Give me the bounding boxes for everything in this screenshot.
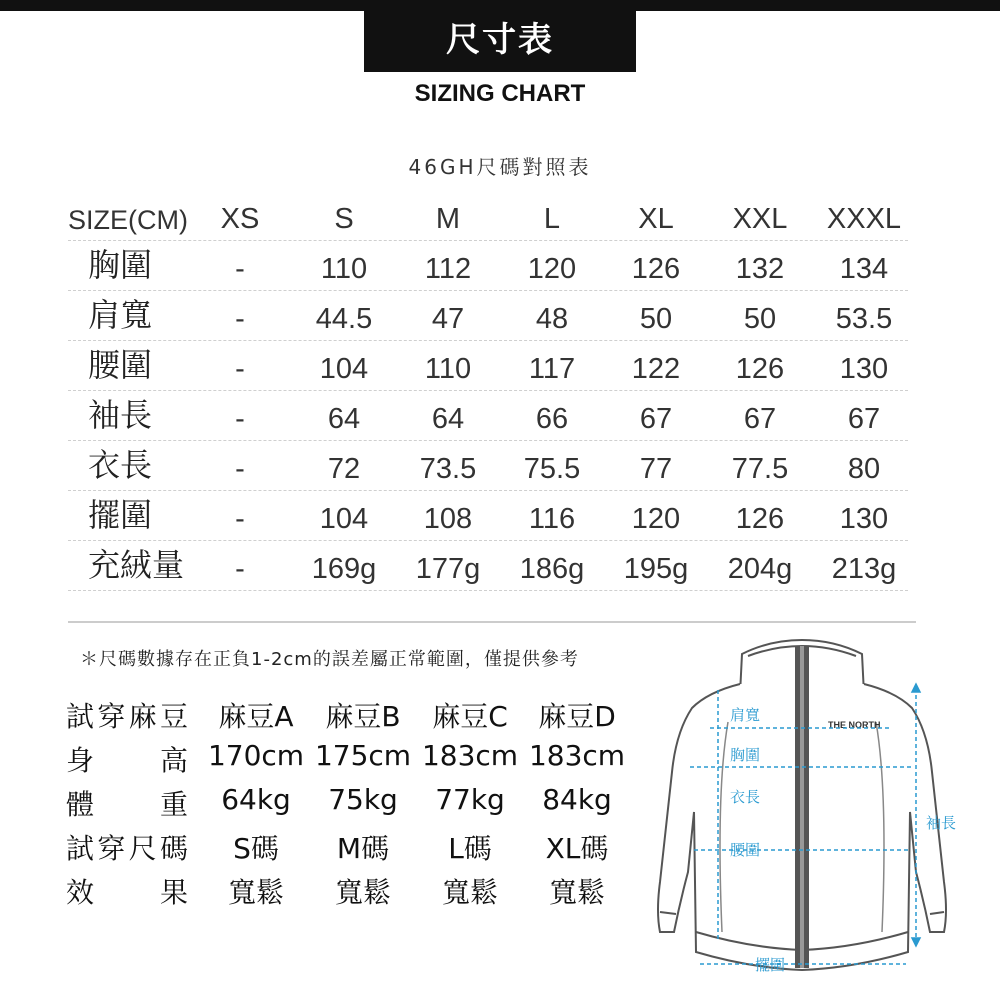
value-cell: - (235, 303, 245, 335)
value-cell: 126 (735, 503, 785, 535)
value-cell: 132 (735, 253, 785, 285)
jacket-illustration-icon (630, 632, 1000, 1000)
value-cell: 50 (639, 303, 673, 335)
value-cell: 66 (535, 403, 569, 435)
value-cell: 67 (743, 403, 777, 435)
diagram-label-chest: 胸圍 (730, 746, 761, 764)
value-cell: 44.5 (315, 303, 373, 335)
row-label: 擺圍 (88, 496, 153, 534)
model-cell: 寬鬆 (227, 876, 284, 909)
model-cell: S碼 (233, 832, 279, 865)
value-cell: - (235, 403, 245, 435)
model-cell: XL碼 (545, 832, 609, 865)
row-label: 胸圍 (88, 246, 153, 284)
value-cell: 53.5 (835, 303, 893, 335)
value-cell: 117 (528, 353, 576, 385)
section-divider (68, 621, 916, 623)
value-cell: 73.5 (419, 453, 477, 485)
size-row-sleeve (68, 391, 908, 441)
value-cell: 130 (839, 503, 889, 535)
diagram-label-length: 衣長 (730, 788, 761, 806)
value-cell: 50 (743, 303, 777, 335)
svg-text:THE NORTH: THE NORTH (828, 720, 881, 730)
model-cell: L碼 (448, 832, 492, 865)
size-table-title: 46GH尺碼對照表 (408, 155, 592, 179)
model-cell: 64kg (221, 783, 291, 816)
row-label: 肩寬 (88, 296, 153, 334)
value-cell: 64 (431, 403, 465, 435)
value-cell: 126 (631, 253, 681, 285)
value-cell: 47 (431, 303, 465, 335)
value-cell: - (235, 253, 245, 285)
size-header-cell: S (334, 203, 354, 235)
model-cell: 75kg (328, 783, 398, 816)
size-row-hem (68, 491, 908, 541)
row-label: 衣長 (88, 446, 153, 484)
model-cell: 麻豆D (538, 700, 616, 733)
value-cell: - (235, 503, 245, 535)
size-header-cell: XS (220, 203, 260, 235)
model-row-name (66, 695, 626, 739)
value-cell: 104 (319, 503, 369, 535)
model-cell: 77kg (435, 783, 505, 816)
size-table-header (68, 196, 908, 241)
model-row-label: 身高 (66, 744, 188, 777)
size-row-length (68, 441, 908, 491)
model-cell: 寬鬆 (548, 876, 605, 909)
size-row-fill (68, 541, 908, 591)
model-row-label: 效果 (66, 876, 188, 909)
diagram-label-shoulder: 肩寬 (730, 706, 761, 724)
size-header-cell: M (435, 203, 461, 235)
value-cell: 75.5 (523, 453, 581, 485)
measurement-note: ＊尺碼數據存在正負1-2cm的誤差屬正常範圍，僅提供參考 (80, 649, 579, 670)
value-cell: 120 (631, 503, 681, 535)
size-row-waist (68, 341, 908, 391)
page-title: 尺寸表 (364, 0, 636, 72)
value-cell: 64 (327, 403, 361, 435)
size-header-cell: XXL (732, 203, 788, 235)
model-cell: 寬鬆 (334, 876, 391, 909)
value-cell: - (235, 353, 245, 385)
page-subtitle: SIZING CHART (414, 80, 586, 107)
value-cell: 77.5 (731, 453, 789, 485)
value-cell: 112 (424, 253, 472, 285)
size-row-shoulder (68, 291, 908, 341)
size-table (68, 196, 908, 591)
value-cell: 110 (424, 353, 472, 385)
value-cell: 67 (639, 403, 673, 435)
diagram-label-hem: 擺圍 (755, 956, 786, 974)
value-cell: 126 (735, 353, 785, 385)
size-header-cell: L (543, 203, 561, 235)
value-cell: 130 (839, 353, 889, 385)
model-row-fit (66, 871, 626, 915)
model-row-label: 試穿麻豆 (66, 700, 188, 733)
value-cell: 67 (847, 403, 881, 435)
row-label: 腰圍 (88, 346, 153, 384)
value-cell: 169g (311, 553, 377, 585)
row-label: 充絨量 (88, 546, 185, 584)
model-cell: 寬鬆 (441, 876, 498, 909)
model-fit-table (66, 695, 626, 915)
size-header-label: SIZE(CM) (68, 205, 188, 235)
value-cell: 122 (631, 353, 681, 385)
model-row-size (66, 827, 626, 871)
value-cell: 204g (727, 553, 793, 585)
size-header-cell: XXXL (826, 203, 902, 235)
model-row-label: 試穿尺碼 (66, 832, 188, 865)
model-cell: 麻豆C (432, 700, 508, 733)
size-header-cell: XL (638, 203, 674, 235)
model-row-label: 體重 (66, 788, 188, 821)
value-cell: 110 (320, 253, 368, 285)
size-row-chest (68, 241, 908, 291)
value-cell: - (235, 553, 245, 585)
value-cell: 186g (519, 553, 585, 585)
value-cell: 177g (415, 553, 481, 585)
value-cell: 77 (639, 453, 673, 485)
value-cell: 134 (839, 253, 889, 285)
model-cell: 170cm (207, 739, 305, 772)
value-cell: 195g (623, 553, 689, 585)
value-cell: 213g (831, 553, 897, 585)
model-cell: M碼 (336, 832, 390, 865)
model-cell: 麻豆B (325, 700, 401, 733)
value-cell: 72 (327, 453, 361, 485)
model-row-height (66, 739, 626, 783)
diagram-label-waist: 腰圍 (730, 841, 761, 859)
model-cell: 84kg (542, 783, 612, 816)
model-cell: 麻豆A (218, 700, 294, 733)
model-row-weight (66, 783, 626, 827)
value-cell: 48 (535, 303, 569, 335)
row-label: 袖長 (88, 396, 153, 434)
value-cell: 104 (319, 353, 369, 385)
model-cell: 183cm (421, 739, 519, 772)
value-cell: 108 (423, 503, 473, 535)
value-cell: - (235, 453, 245, 485)
model-cell: 183cm (528, 739, 626, 772)
model-cell: 175cm (314, 739, 412, 772)
value-cell: 116 (528, 503, 576, 535)
value-cell: 120 (527, 253, 577, 285)
value-cell: 80 (847, 453, 881, 485)
diagram-label-sleeve: 袖長 (926, 814, 957, 832)
